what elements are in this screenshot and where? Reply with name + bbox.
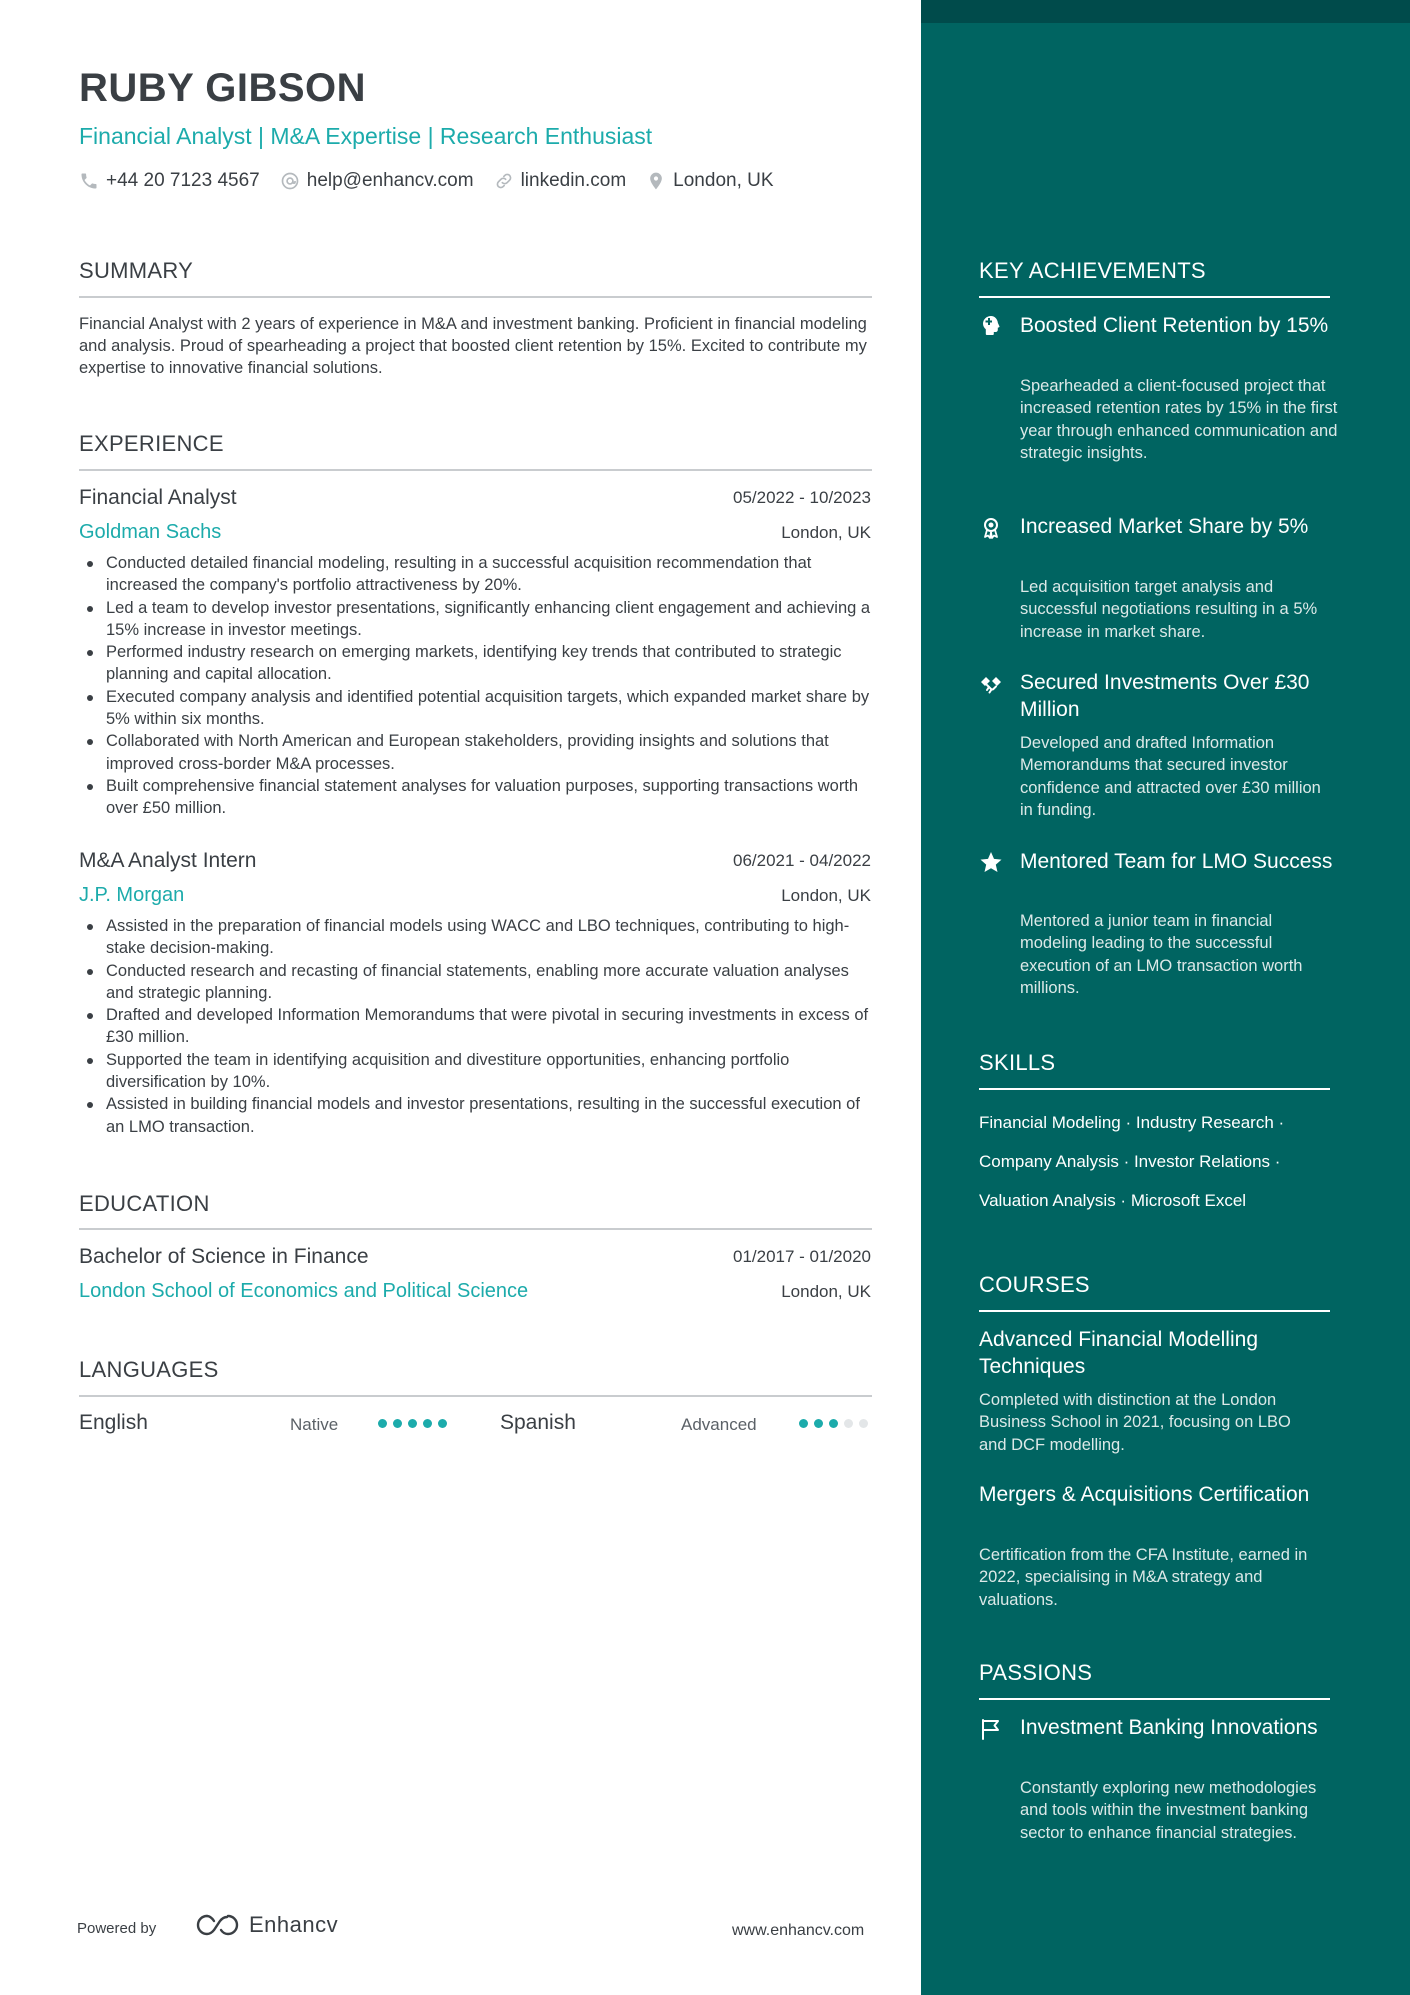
bullet-item: Collaborated with North American and European stakeholders, providing insights and solutions that improved cross-border M&A processes. — [79, 730, 879, 775]
linkedin-text: linkedin.com — [520, 170, 627, 191]
language-level: Native — [290, 1415, 339, 1434]
languages-heading: LANGUAGES — [79, 1357, 219, 1382]
bullet-item: Conducted detailed financial modeling, resulting in a successful acquisition recommendation that increased the company's portfolio attractiveness by 20%. — [79, 552, 879, 597]
language-name: Spanish — [500, 1411, 576, 1434]
bullet-item: Led a team to develop investor presentations, significantly enhancing client engagement and achieving a 15% increase in investor meetings. — [79, 597, 879, 642]
email-text: help@enhancv.com — [306, 170, 474, 191]
bullet-item: Performed industry research on emerging markets, identifying key trends that contributed to strategic planning and capital allocation. — [79, 641, 879, 686]
contact-location — [646, 170, 773, 192]
job-company: J.P. Morgan — [79, 884, 185, 906]
summary-heading: SUMMARY — [79, 258, 194, 283]
bullet-item: Drafted and developed Information Memorandums that were pivotal in securing investments in excess of £30 million. — [79, 1004, 879, 1049]
rating-dot-filled — [378, 1419, 387, 1428]
rating-dot-filled — [814, 1419, 823, 1428]
courses-heading: COURSES — [979, 1272, 1090, 1297]
rating-dot-empty — [844, 1419, 853, 1428]
star-icon — [979, 850, 1003, 874]
rating-dot-filled — [408, 1419, 417, 1428]
job-title: M&A Analyst Intern — [79, 849, 257, 872]
rating-dot-filled — [829, 1419, 838, 1428]
footer-brand[interactable] — [195, 1912, 338, 1938]
achievement-title: Boosted Client Retention by 15% — [1020, 314, 1329, 337]
achievement-desc: Spearheaded a client-focused project that increased retention rates by 15% in the first year through enhanced communication and strategic insights. — [1020, 377, 1338, 462]
languages-divider — [79, 1395, 872, 1397]
achievement-desc: Developed and drafted Information Memorandums that secured investor confidence and attracted over £30 million in funding. — [1020, 734, 1321, 819]
contact-linkedin[interactable] — [494, 170, 627, 192]
job-company: Goldman Sachs — [79, 521, 222, 543]
passion-desc: Constantly exploring new methodologies and tools within the investment banking sector to enhance financial strategies. — [1020, 1779, 1317, 1842]
candidate-name: RUBY GIBSON — [79, 66, 367, 110]
passions-divider — [979, 1698, 1330, 1700]
language-name: English — [79, 1411, 148, 1434]
passion-title: Investment Banking Innovations — [1020, 1716, 1318, 1739]
rating-dot-filled — [799, 1419, 808, 1428]
experience-divider — [79, 469, 872, 471]
rating-dot-filled — [438, 1419, 447, 1428]
footer-url[interactable]: www.enhancv.com — [732, 1922, 865, 1939]
sidebar-top-band — [921, 0, 1410, 23]
job-bullets — [79, 552, 879, 820]
phone-icon — [79, 171, 99, 191]
skills-divider — [979, 1088, 1330, 1090]
rating-dot-filled — [393, 1419, 402, 1428]
language-rating — [378, 1419, 453, 1428]
enhancv-logo-icon — [195, 1912, 241, 1938]
skills-list: Financial Modeling · Industry Research · Company Analysis · Investor Relations · Valuation Analysis · Microsoft Excel — [979, 1113, 1285, 1210]
course-desc: Certification from the CFA Institute, earned in 2022, specialising in M&A strategy and valuations. — [979, 1546, 1308, 1609]
bullet-item: Built comprehensive financial statement analyses for valuation purposes, supporting transactions worth over £50 million. — [79, 775, 879, 820]
contact-phone[interactable] — [79, 170, 260, 192]
education-dates: 01/2017 - 01/2020 — [732, 1247, 871, 1266]
job-dates: 05/2022 - 10/2023 — [732, 488, 871, 507]
flag-icon — [979, 1717, 1003, 1741]
location-pin-icon — [646, 171, 666, 191]
bullet-item: Executed company analysis and identified potential acquisition targets, which expanded market share by 5% within six months. — [79, 686, 879, 731]
contact-email[interactable] — [280, 170, 474, 192]
education-heading: EDUCATION — [79, 1191, 210, 1216]
achievements-divider — [979, 296, 1330, 298]
course-title: Advanced Financial Modelling Techniques — [979, 1328, 1258, 1378]
link-icon — [494, 171, 514, 191]
location-text: London, UK — [673, 170, 774, 191]
job-bullets — [79, 915, 879, 1138]
job-location: London, UK — [781, 886, 871, 905]
education-divider — [79, 1228, 872, 1230]
contact-bar — [79, 170, 794, 192]
achievement-title: Increased Market Share by 5% — [1020, 515, 1309, 538]
phone-text: +44 20 7123 4567 — [106, 170, 260, 191]
education-degree: Bachelor of Science in Finance — [79, 1245, 369, 1268]
handshake-icon — [979, 672, 1003, 696]
bullet-item: Conducted research and recasting of financial statements, enabling more accurate valuation analyses and strategic planning. — [79, 960, 879, 1005]
rating-dot-filled — [423, 1419, 432, 1428]
bullet-item: Assisted in the preparation of financial models using WACC and LBO techniques, contributing to high-stake decision-making. — [79, 915, 879, 960]
rating-dot-empty — [859, 1419, 868, 1428]
language-rating — [799, 1419, 874, 1428]
course-desc: Completed with distinction at the London Business School in 2021, focusing on LBO and DCF modelling. — [979, 1391, 1291, 1454]
summary-text: Financial Analyst with 2 years of experience in M&A and investment banking. Proficient in financial modeling and analysis. Proud of spearheading a project that boosted client retention by 15%. Excited to contribute my expertise to innovative financial solutions. — [79, 315, 867, 377]
achievement-title: Mentored Team for LMO Success — [1020, 850, 1333, 873]
course-title: Mergers & Acquisitions Certification — [979, 1483, 1310, 1506]
bullet-item: Supported the team in identifying acquisition and divestiture opportunities, enhancing portfolio diversification by 10%. — [79, 1049, 879, 1094]
achievement-desc: Led acquisition target analysis and successful negotiations resulting in a 5% increase in market share. — [1020, 578, 1318, 641]
summary-divider — [79, 296, 872, 298]
candidate-tagline: Financial Analyst | M&A Expertise | Research Enthusiast — [79, 123, 653, 149]
job-location: London, UK — [781, 523, 871, 542]
education-school: London School of Economics and Political Science — [79, 1280, 529, 1302]
achievement-desc: Mentored a junior team in financial modeling leading to the successful execution of an LMO transaction worth millions. — [1020, 912, 1303, 997]
passions-heading: PASSIONS — [979, 1660, 1093, 1685]
bullet-item: Assisted in building financial models and investor presentations, resulting in the successful execution of an LMO transaction. — [79, 1093, 879, 1138]
achievement-title: Secured Investments Over £30 Million — [1020, 671, 1310, 721]
award-icon — [979, 516, 1003, 540]
language-level: Advanced — [681, 1415, 757, 1434]
job-dates: 06/2021 - 04/2022 — [732, 851, 871, 870]
experience-heading: EXPERIENCE — [79, 431, 224, 456]
education-location: London, UK — [781, 1282, 871, 1301]
footer-powered-by: Powered by — [77, 1920, 157, 1937]
job-title: Financial Analyst — [79, 486, 237, 509]
at-icon — [280, 171, 300, 191]
courses-divider — [979, 1310, 1330, 1312]
footer-brand-name: Enhancv — [249, 1912, 339, 1937]
achievements-heading: KEY ACHIEVEMENTS — [979, 258, 1206, 283]
brain-icon — [979, 314, 1003, 338]
skills-heading: SKILLS — [979, 1050, 1056, 1075]
